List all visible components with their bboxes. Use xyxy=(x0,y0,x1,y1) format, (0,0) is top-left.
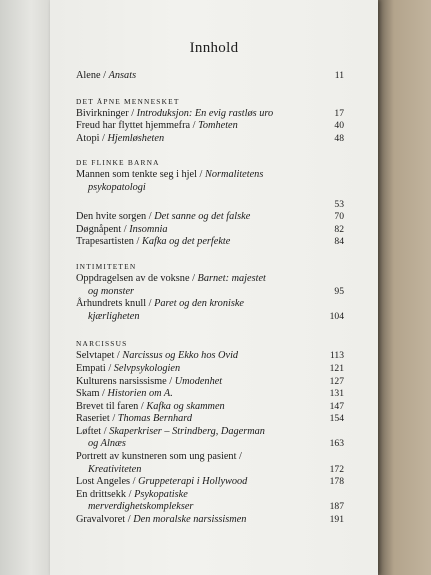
page-number: 178 xyxy=(329,476,344,488)
toc-entry: Mannen som tenkte seg i hjel / Normalitetens xyxy=(76,169,264,181)
toc-entry-page xyxy=(76,199,344,212)
toc-entry-continued: Kreativiteten 172 xyxy=(88,463,344,475)
table-of-contents xyxy=(76,70,344,527)
page-number: 53 xyxy=(334,198,344,210)
section-heading: NARCISSUS xyxy=(76,339,128,349)
toc-entry: Portrett av kunstneren som ung pasient / xyxy=(76,451,242,463)
page-number: 121 xyxy=(329,362,344,374)
toc-entry: Alene / Ansats 11 xyxy=(76,70,344,81)
toc-entry: Brevet til faren / Kafka og skammen 147 xyxy=(76,400,344,412)
toc-entry: Freud har flyttet hjemmefra / Tomheten 40 xyxy=(76,120,344,132)
page-number: 40 xyxy=(334,120,344,132)
toc-entry: Løftet / Skaperkriser – Strindberg, Dagerman xyxy=(76,425,265,437)
toc-entry: Skam / Historien om A. 131 xyxy=(76,388,344,400)
toc-entry: Oppdragelsen av de voksne / Barnet: majestet xyxy=(76,272,266,284)
toc-entry: Atopi / Hjemløsheten 48 xyxy=(76,132,344,144)
toc-entry: Århundrets knull / Paret og den kroniske xyxy=(76,298,244,310)
section-heading: INTIMITETEN xyxy=(76,261,137,271)
page-number: 147 xyxy=(329,400,344,412)
page-number: 191 xyxy=(329,514,344,526)
page-number: 113 xyxy=(329,350,344,362)
page-number: 95 xyxy=(334,285,344,297)
section-heading: DET ÅPNE MENNESKET xyxy=(76,96,180,106)
book-gutter xyxy=(0,0,52,575)
toc-entry: Bivirkninger / Introduksjon: En evig rastløs uro 17 xyxy=(76,107,344,119)
toc-entry: Gravalvoret / Den moralske narsissismen 191 xyxy=(76,514,344,526)
page-number: 127 xyxy=(329,375,344,387)
page-number: 187 xyxy=(329,501,344,513)
page-number: 154 xyxy=(329,413,344,425)
toc-entry: Trapesartisten / Kafka og det perfekte 84 xyxy=(76,236,344,248)
page-number: 70 xyxy=(334,211,344,223)
page-number: 17 xyxy=(334,107,344,119)
page-number: 172 xyxy=(329,463,344,475)
background-surface xyxy=(378,0,431,575)
page-number: 104 xyxy=(329,310,344,322)
page-number: 84 xyxy=(334,236,344,248)
page-number: 11 xyxy=(334,70,344,81)
toc-entry: Empati / Selvpsykologien 121 xyxy=(76,362,344,374)
toc-entry: Selvtapet / Narcissus og Ekko hos Ovid 113 xyxy=(76,350,344,362)
toc-entry: Kulturens narsissisme / Umodenhet 127 xyxy=(76,375,344,387)
toc-entry: Den hvite sorgen / Det sanne og det falske 70 xyxy=(76,211,344,223)
page-number: 163 xyxy=(329,438,344,450)
toc-entry-continued: psykopatologi xyxy=(88,181,146,193)
page-number: 131 xyxy=(329,388,344,400)
toc-entry-continued: og Alnæs 163 xyxy=(88,438,344,450)
page-number: 48 xyxy=(334,132,344,144)
toc-entry-continued: kjærligheten 104 xyxy=(88,310,344,322)
toc-entry: Raseriet / Thomas Bernhard 154 xyxy=(76,413,344,425)
toc-entry: Lost Angeles / Gruppeterapi i Hollywood 178 xyxy=(76,476,344,488)
toc-entry-continued: merverdighetskomplekser 187 xyxy=(88,501,344,513)
toc-entry-continued: og monster 95 xyxy=(88,285,344,297)
page-title: Innhold xyxy=(189,40,239,56)
page-number: 82 xyxy=(334,223,344,235)
section-heading: DE FLINKE BARNA xyxy=(76,158,160,168)
toc-entry: Døgnåpent / Insomnia 82 xyxy=(76,223,344,235)
toc-entry: En drittsekk / Psykopatiske xyxy=(76,488,188,500)
